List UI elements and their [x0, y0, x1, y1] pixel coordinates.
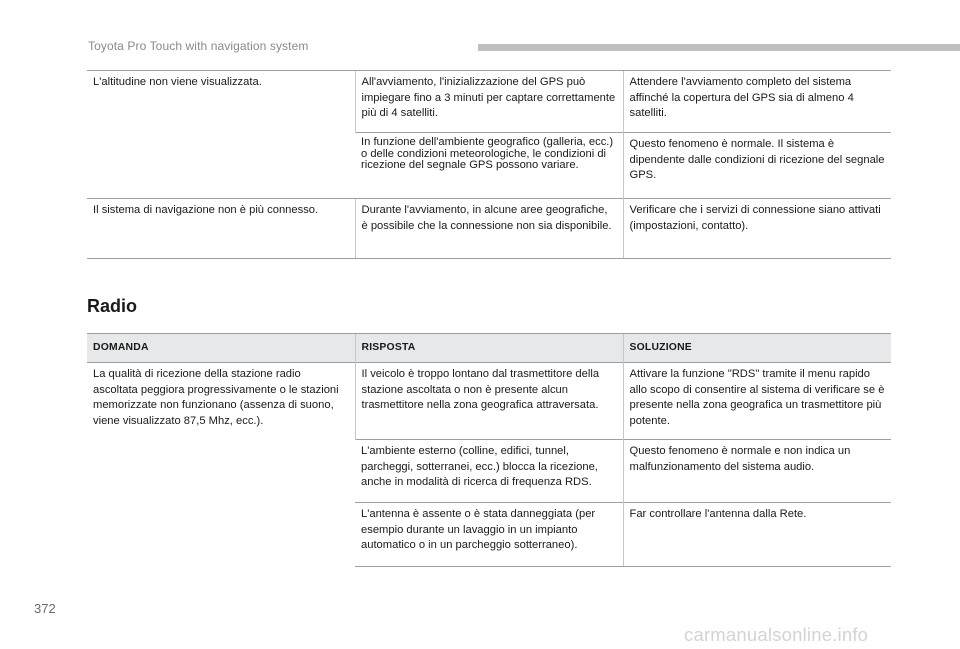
table-cell: L'ambiente esterno (colline, edifici, tunnel, parcheggi, sotterranei, ecc.) blocca la ricezione, anche in modalità di ricerca di frequenza RDS.: [355, 440, 623, 503]
page-number: 372: [34, 601, 56, 616]
section-title: Radio: [87, 296, 138, 316]
table-cell: Attendere l'avviamento completo del sistema affinché la copertura del GPS sia di almeno 4 satelliti.: [623, 71, 891, 133]
header-bar: [478, 44, 960, 51]
table-cell: In funzione dell'ambiente geografico (galleria, ecc.) o delle condizioni meteorologiche, le condizioni di ricezione del segnale GPS possono variare.: [355, 133, 623, 199]
table-cell: Questo fenomeno è normale e non indica un malfunzionamento del sistema audio.: [623, 440, 891, 503]
table-cell: Verificare che i servizi di connessione siano attivati (impostazioni, contatto).: [623, 199, 891, 259]
table-header-row: [87, 334, 891, 363]
table-cell: All'avviamento, l'inizializzazione del GPS può impiegare fino a 3 minuti per captare correttamente più di 4 satelliti.: [355, 71, 623, 133]
table-cell: La qualità di ricezione della stazione radio ascoltata peggiora progressivamente o le stazioni memorizzate non funzionano (assenza di suono, viene visualizzato 87,5 Mhz, ecc.).: [87, 363, 355, 567]
column-header: DOMANDA: [87, 334, 355, 363]
table-row: [87, 199, 891, 259]
table-cell: Il sistema di navigazione non è più connesso.: [87, 199, 355, 259]
table-cell: L'antenna è assente o è stata danneggiata (per esempio durante un lavaggio in un impianto automatico o in un parcheggio sotterraneo).: [355, 503, 623, 567]
table-cell: Il veicolo è troppo lontano dal trasmettitore della stazione ascoltata o non è presente alcun trasmettitore nella zona geografica attraversata.: [355, 363, 623, 440]
column-header: SOLUZIONE: [623, 334, 891, 363]
column-header: RISPOSTA: [355, 334, 623, 363]
table-cell: L'altitudine non viene visualizzata.: [87, 71, 355, 199]
table-cell: Questo fenomeno è normale. Il sistema è dipendente dalle condizioni di ricezione del segnale GPS.: [623, 133, 891, 199]
table-row: [87, 71, 891, 133]
table-cell: Durante l'avviamento, in alcune aree geografiche, è possibile che la connessione non sia disponibile.: [355, 199, 623, 259]
watermark: carmanualsonline.info: [684, 624, 869, 645]
table-cell: Attivare la funzione "RDS" tramite il menu rapido allo scopo di consentire al sistema di verificare se è presente nella zona geografica un trasmettitore più potente.: [623, 363, 891, 440]
navigation-troubleshooting-table: [87, 70, 891, 259]
radio-troubleshooting-table: [87, 333, 891, 567]
table-cell: Far controllare l'antenna dalla Rete.: [623, 503, 891, 567]
document-header-title: Toyota Pro Touch with navigation system: [88, 39, 309, 53]
table-row: [87, 363, 891, 440]
